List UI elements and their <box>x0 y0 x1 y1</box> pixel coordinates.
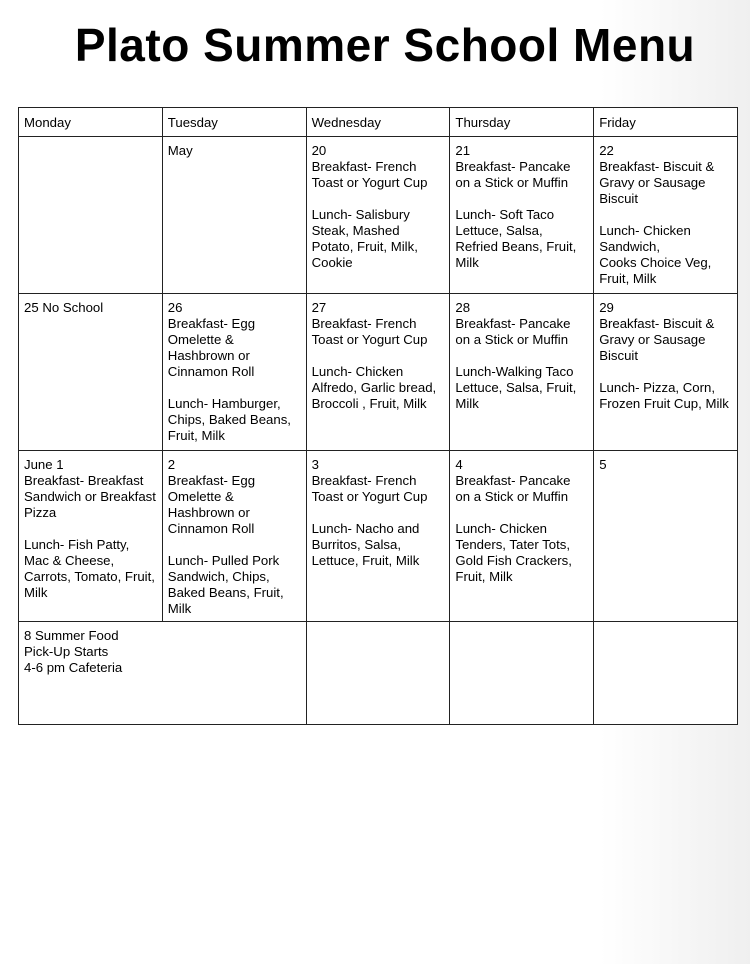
empty-cell <box>450 622 594 725</box>
week-row-3 <box>19 451 738 622</box>
day-cell: 4 Breakfast- Pancake on a Stick or Muffin Lunch- Chicken Tenders, Tater Tots, Gold Fish Crackers, Fruit, Milk <box>450 451 594 622</box>
day-cell: 26 Breakfast- Egg Omelette & Hashbrown or Cinnamon Roll Lunch- Hamburger, Chips, Baked Beans, Fruit, Milk <box>162 294 306 451</box>
day-header-tuesday: Tuesday <box>162 108 306 137</box>
day-header-row <box>19 108 738 137</box>
day-header-thursday: Thursday <box>450 108 594 137</box>
day-cell: 3 Breakfast- French Toast or Yogurt Cup Lunch- Nacho and Burritos, Salsa, Lettuce, Fruit, Milk <box>306 451 450 622</box>
day-cell: 21 Breakfast- Pancake on a Stick or Muffin Lunch- Soft Taco Lettuce, Salsa, Refried Beans, Fruit, Milk <box>450 137 594 294</box>
pickup-row <box>19 622 738 725</box>
day-header-monday: Monday <box>19 108 163 137</box>
day-cell: 22 Breakfast- Biscuit & Gravy or Sausage Biscuit Lunch- Chicken Sandwich, Cooks Choice Veg, Fruit, Milk <box>594 137 738 294</box>
week-row-2 <box>19 294 738 451</box>
day-header-friday: Friday <box>594 108 738 137</box>
day-cell: 5 <box>594 451 738 622</box>
empty-cell <box>306 622 450 725</box>
summer-food-pickup-notice: 8 Summer Food Pick-Up Starts 4-6 pm Cafeteria <box>19 622 307 725</box>
day-cell: June 1 Breakfast- Breakfast Sandwich or Breakfast Pizza Lunch- Fish Patty, Mac & Cheese, Carrots, Tomato, Fruit, Milk <box>19 451 163 622</box>
day-cell: 2 Breakfast- Egg Omelette & Hashbrown or Cinnamon Roll Lunch- Pulled Pork Sandwich, Chips, Baked Beans, Fruit, Milk <box>162 451 306 622</box>
day-cell: 29 Breakfast- Biscuit & Gravy or Sausage Biscuit Lunch- Pizza, Corn, Frozen Fruit Cup, Milk <box>594 294 738 451</box>
day-cell: 20 Breakfast- French Toast or Yogurt Cup Lunch- Salisbury Steak, Mashed Potato, Fruit, Milk, Cookie <box>306 137 450 294</box>
day-cell: May <box>162 137 306 294</box>
day-cell: 25 No School <box>19 294 163 451</box>
empty-cell <box>594 622 738 725</box>
page-title: Plato Summer School Menu <box>74 19 696 71</box>
day-cell: 28 Breakfast- Pancake on a Stick or Muffin Lunch-Walking Taco Lettuce, Salsa, Fruit, Milk <box>450 294 594 451</box>
menu-calendar-table <box>18 107 738 725</box>
day-cell: 27 Breakfast- French Toast or Yogurt Cup Lunch- Chicken Alfredo, Garlic bread, Broccoli , Fruit, Milk <box>306 294 450 451</box>
day-header-wednesday: Wednesday <box>306 108 450 137</box>
week-row-1 <box>19 137 738 294</box>
day-cell <box>19 137 163 294</box>
